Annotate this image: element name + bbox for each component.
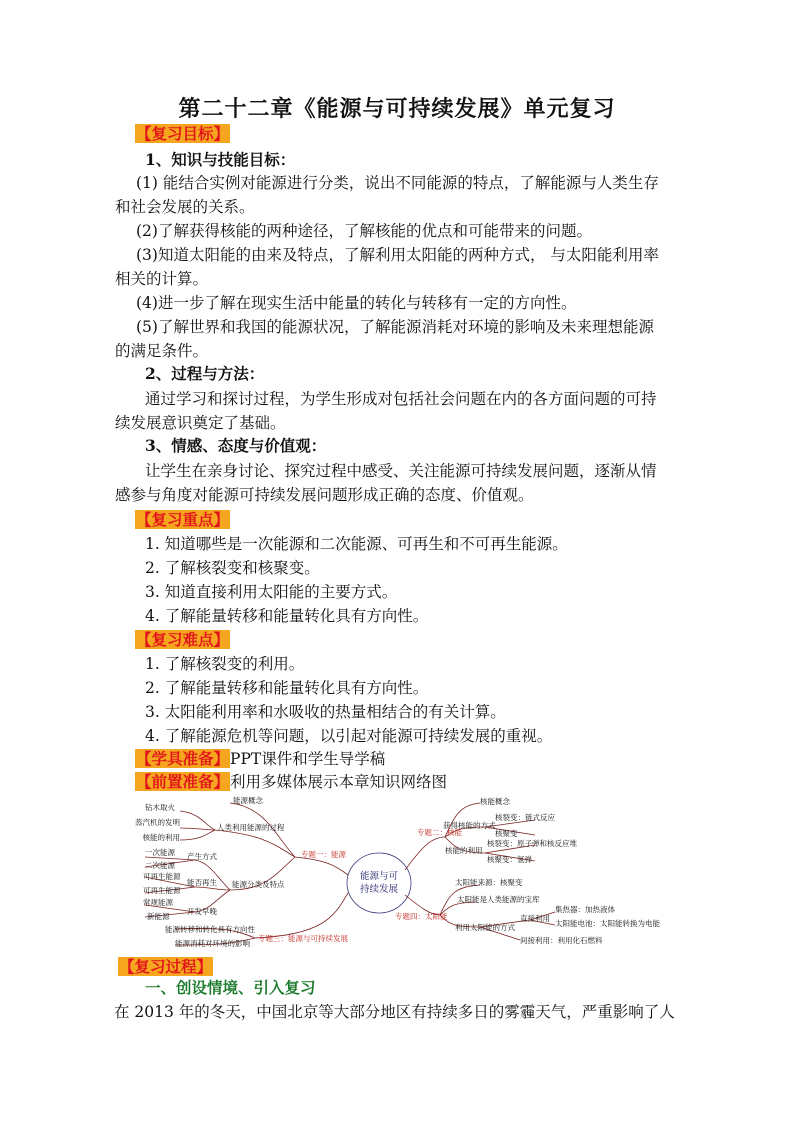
key-item: 4. 了解能量转移和能量转化具有方向性。: [145, 607, 429, 625]
map-topic-2: 专题二：核能: [417, 828, 462, 837]
goal3-line2: 感参与角度对能源可持续发展问题形成正确的态度、价值观。: [115, 486, 534, 504]
difficulty-item: 4. 了解能源危机等问题，以引起对能源可持续发展的重视。: [145, 727, 553, 745]
map-node: 新能源: [147, 912, 170, 921]
section-tools: 【学具准备】: [136, 749, 230, 768]
map-node: 开发早晚: [187, 907, 217, 916]
process-step-1: 一、创设情境、引入复习: [145, 978, 316, 997]
goal2-heading: 2、过程与方法：: [145, 364, 265, 383]
goal1-item2: (2)了解获得核能的两种途径，了解核能的优点和可能带来的问题。: [136, 222, 592, 240]
goal1-item1-line1: (1) 能结合实例对能源进行分类，说出不同能源的特点，了解能源与人类生存: [136, 174, 659, 192]
tools-line: [135, 749, 385, 769]
goal1-item5-line2: 的满足条件。: [115, 342, 209, 360]
knowledge-mind-map: [135, 795, 665, 955]
map-node: 太阳能电池：太阳能转换为电能: [555, 919, 660, 928]
process-text: 在 2013 年的冬天，中国北京等大部分地区有持续多日的雾霾天气，严重影响了人: [114, 1003, 675, 1021]
map-node: 一次能源: [145, 848, 175, 857]
goal1-item4: (4)进一步了解在现实生活中能量的转化与转移有一定的方向性。: [136, 294, 577, 312]
map-node: 利用太阳能的方式: [455, 923, 515, 932]
map-node: 能源概念: [233, 796, 263, 805]
map-node: 蒸汽机的发明: [135, 818, 180, 827]
map-node: 能源消耗对环境的影响: [175, 939, 250, 948]
goal1-item1-line2: 和社会发展的关系。: [115, 198, 255, 216]
goal3-line1: 让学生在亲身讨论、探究过程中感受、关注能源可持续发展问题，逐渐从情: [145, 462, 657, 480]
prep-line: [135, 772, 447, 792]
goal2-line1: 通过学习和探讨过程，为学生形成对包括社会问题在内的各方面问题的可持: [145, 390, 657, 408]
key-item: 2. 了解核裂变和核聚变。: [145, 559, 320, 577]
section-difficulties: 【复习难点】: [136, 630, 230, 649]
map-node: 可再生能源: [143, 886, 181, 895]
map-node: 直接利用: [520, 914, 550, 923]
goal2-line2: 续发展意识奠定了基础。: [115, 414, 286, 432]
map-node: 可再生能源: [143, 872, 181, 881]
map-node: 能源转移和转化具有方向性: [165, 925, 255, 934]
section-review-process: 【复习过程】: [119, 957, 213, 976]
map-node: 二次能源: [145, 861, 175, 870]
goal1-heading: 1、知识与技能目标：: [145, 150, 296, 169]
map-topic-3: 专题三：能源与可持续发展: [258, 934, 348, 943]
map-center-2: 持续发展: [359, 884, 399, 895]
section-key-points: 【复习重点】: [136, 510, 230, 529]
map-node: 太阳能是人类能源的宝库: [457, 895, 540, 904]
map-topic-4: 专题四：太阳能: [395, 912, 448, 921]
goal3-heading: 3、情感、态度与价值观：: [145, 436, 327, 455]
map-node: 人类利用能源的过程: [217, 823, 285, 832]
prep-text: 利用多媒体展示本章知识网络图: [230, 773, 448, 791]
section-review-goals: 【复习目标】: [136, 124, 230, 143]
map-node: 间接利用：利用化石燃料: [520, 936, 603, 945]
page-title: 第二十二章《能源与可持续发展》单元复习: [178, 96, 616, 122]
map-node: 核裂变：原子弹和核反应堆: [487, 839, 577, 848]
map-node: 核能的利用: [142, 833, 180, 842]
map-node: 产生方式: [187, 852, 217, 861]
map-center-1: 能源与可: [359, 871, 399, 882]
map-topic-1: 专题一：能源: [301, 850, 346, 859]
section-prep: 【前置准备】: [136, 772, 230, 791]
difficulty-item: 2. 了解能量转移和能量转化具有方向性。: [145, 679, 429, 697]
map-node: 核聚变: [495, 829, 518, 838]
goal1-item3-line1: (3)知道太阳能的由来及特点，了解利用太阳能的两种方式， 与太阳能利用率: [136, 246, 659, 264]
difficulty-item: 1. 了解核裂变的利用。: [145, 655, 305, 673]
tools-text: PPT课件和学生导学稿: [230, 750, 386, 768]
map-node: 太阳能来源：核聚变: [455, 878, 523, 887]
map-node: 常规能源: [143, 898, 173, 907]
key-item: 3. 知道直接利用太阳能的主要方式。: [145, 583, 398, 601]
map-node: 核裂变：链式反应: [495, 813, 555, 822]
map-node: 钻木取火: [145, 803, 175, 812]
map-node: 核聚变：氢弹: [487, 855, 532, 864]
key-item: 1. 知道哪些是一次能源和二次能源、可再生和不可再生能源。: [145, 535, 568, 553]
map-node: 获得核能的方式: [443, 821, 496, 830]
map-node: 集热器：加热液体: [555, 905, 615, 914]
map-node: 核能概念: [480, 797, 510, 806]
goal1-item3-line2: 相关的计算。: [115, 270, 209, 288]
map-node: 能源分类及特点: [232, 880, 285, 889]
map-node: 核能的利用: [445, 846, 483, 855]
goal1-item5-line1: (5)了解世界和我国的能源状况，了解能源消耗对环境的影响及未来理想能源: [136, 318, 654, 336]
map-node: 能否再生: [187, 878, 217, 887]
difficulty-item: 3. 太阳能利用率和水吸收的热量相结合的有关计算。: [145, 703, 506, 721]
